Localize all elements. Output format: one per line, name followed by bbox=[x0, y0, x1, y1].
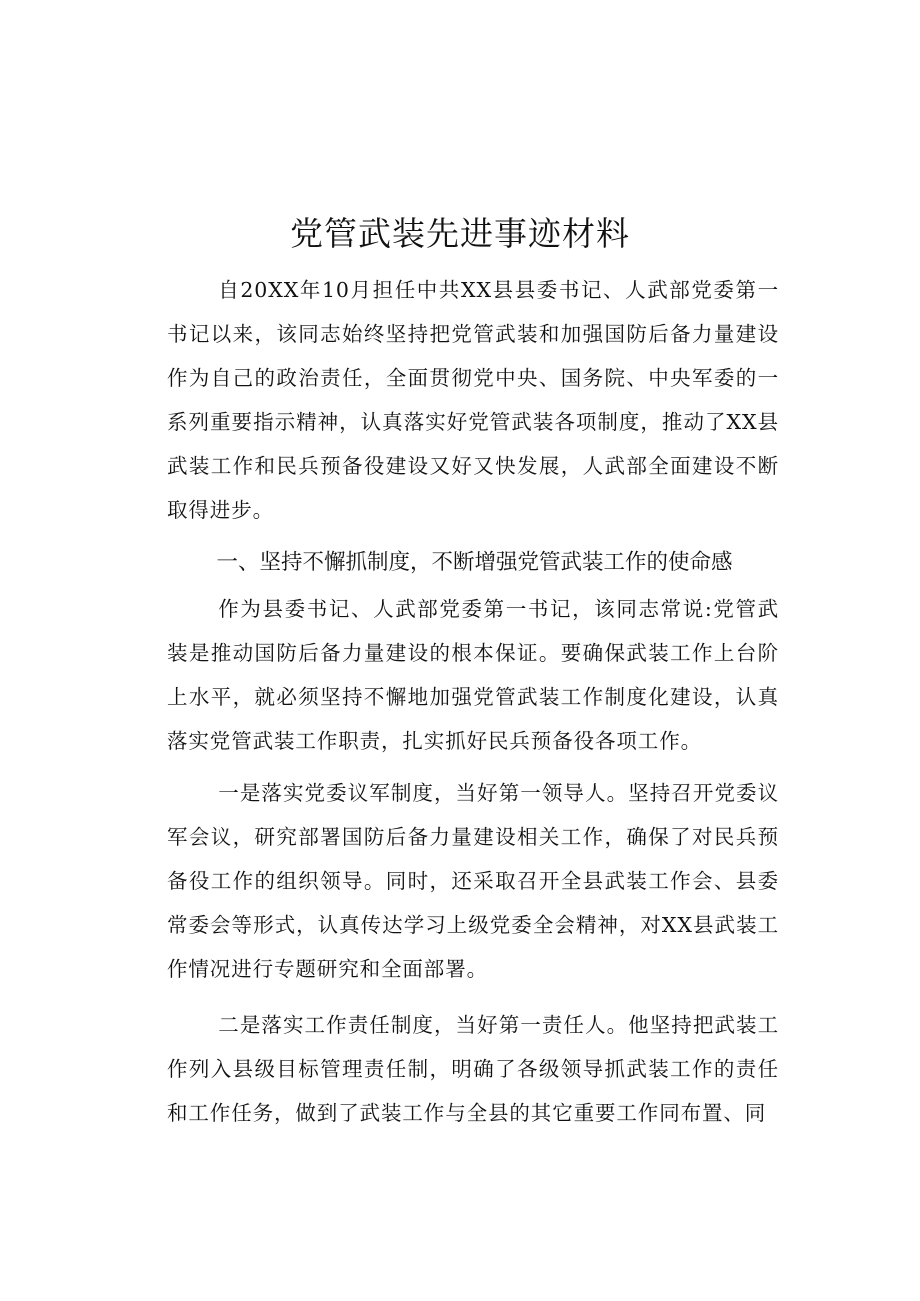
document-title: 党管武装先进事迹材料 bbox=[290, 214, 630, 253]
section-heading: 一、坚持不懈抓制度，不断增强党管武装工作的使命感 bbox=[216, 550, 733, 575]
section-body-paragraph: 作为县委书记、人武部党委第一书记，该同志常说:党管武装是推动国防后备力量建设的根本保证。要确保武装工作上台阶上水平，就必须坚持不懈地加强党管武装工作制度化建设，认真落实党管武装工作职责，扎实抓好民兵预备役各项工作。 bbox=[167, 597, 779, 753]
point-two-paragraph: 二是落实工作责任制度，当好第一责任人。他坚持把武装工作列入县级目标管理责任制，明确了各级领导抓武装工作的责任和工作任务，做到了武装工作与全县的其它重要工作同布置、同 bbox=[167, 1013, 779, 1125]
point-one-paragraph: 一是落实党委议军制度，当好第一领导人。坚持召开党委议军会议，研究部署国防后备力量建设相关工作，确保了对民兵预备役工作的组织领导。同时，还采取召开全县武装工作会、县委常委会等形式，认真传达学习上级党委全会精神，对XX县武装工作情况进行专题研究和全面部署。 bbox=[167, 781, 779, 981]
intro-paragraph: 自20XX年10月担任中共XX县县委书记、人武部党委第一书记以来，该同志始终坚持把党管武装和加强国防后备力量建设作为自己的政治责任，全面贯彻党中央、国务院、中央军委的一系列重要指示精神，认真落实好党管武装各项制度，推动了XX县武装工作和民兵预备役建设又好又快发展，人武部全面建设不断取得进步。 bbox=[167, 278, 779, 522]
